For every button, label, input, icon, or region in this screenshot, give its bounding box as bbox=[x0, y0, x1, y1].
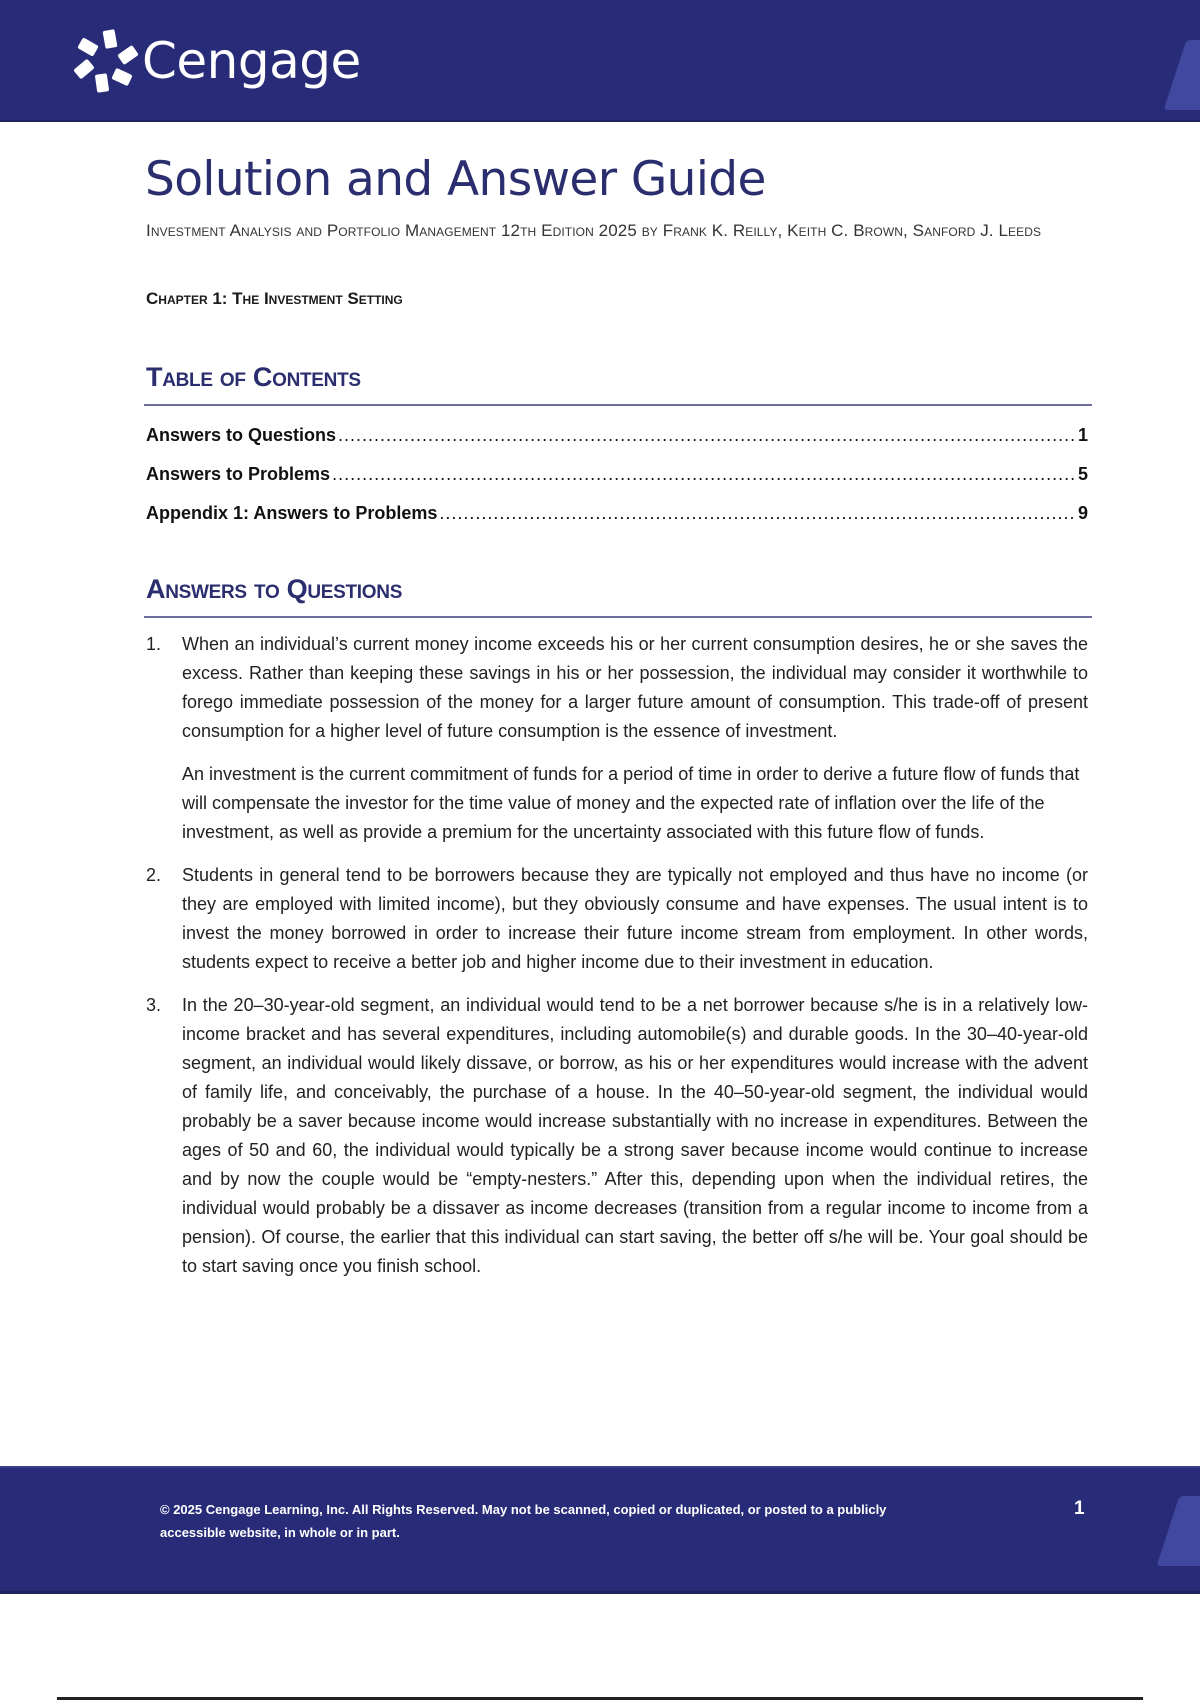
toc-entry[interactable] bbox=[146, 464, 1088, 485]
decorative-shape bbox=[1164, 40, 1200, 110]
toc-entry-page[interactable]: 5 bbox=[1077, 464, 1088, 484]
question-number: 3. bbox=[146, 995, 162, 1015]
page-number: 1 bbox=[1074, 1498, 1085, 1519]
question-number: 1. bbox=[146, 634, 162, 654]
toc-entry-label[interactable]: Answers to Questions bbox=[146, 425, 337, 445]
footer-band bbox=[0, 1466, 1200, 1594]
toc-leader-dots bbox=[338, 425, 1076, 446]
question-item bbox=[146, 991, 1088, 1281]
cengage-logo bbox=[74, 28, 361, 94]
toc-entry-page[interactable]: 9 bbox=[1077, 503, 1088, 523]
question-number: 2. bbox=[146, 865, 162, 885]
toc-entry[interactable] bbox=[146, 425, 1088, 446]
answers-heading: Answers to Questions bbox=[146, 574, 403, 604]
answers-list bbox=[146, 630, 1088, 1295]
header-band bbox=[0, 0, 1200, 122]
answer-paragraph: An investment is the current commitment of funds for a period of time in order to derive a future flow of funds that will compensate the investor for the time value of money and the expected rate of inflation over the life of the investment, as well as provide a premium for the uncertainty associated with this future flow of funds. bbox=[182, 764, 1080, 842]
toc-leader-dots bbox=[332, 464, 1076, 485]
question-item bbox=[146, 861, 1088, 977]
brand-wordmark: Cengage bbox=[142, 32, 361, 90]
book-subtitle: Investment Analysis and Portfolio Management 12th Edition 2025 by Frank K. Reilly, Keith C. Brown, Sanford J. Leeds bbox=[146, 221, 1042, 240]
toc-entry-label[interactable]: Answers to Problems bbox=[146, 464, 331, 484]
answer-paragraph: Students in general tend to be borrowers because they are typically not employed and thus have no income (or they are employed with limited income), but they obviously consume and have expenses. The usual intent is to invest the money borrowed in order to increase their future income stream from employment. In other words, students expect to receive a better job and higher income due to their investment in education. bbox=[182, 865, 1088, 972]
decorative-shape bbox=[1157, 1496, 1200, 1566]
toc-divider bbox=[144, 404, 1092, 406]
toc-leader-dots bbox=[439, 503, 1076, 524]
answer-paragraph: In the 20–30-year-old segment, an individual would tend to be a net borrower because s/he is in a relatively low-income bracket and has several expenditures, including automobile(s) and durable goods. In the 30–40-year-old segment, an individual would likely dissave, or borrow, as his or her expenditures would increase with the advent of family life, and conceivably, the purchase of a house. In the 40–50-year-old segment, the individual would probably be a saver because income would increase substantially with no increase in expenditures. Between the ages of 50 and 60, the individual would typically be a strong saver because income would continue to increase and by now the couple would be “empty-nesters.” After this, depending upon when the individual retires, the individual would probably be a dissaver as income decreases (transition from a regular income to income from a pension). Of course, the earlier that this individual can start saving, the better off s/he will be. Your goal should be to start saving once you finish school. bbox=[182, 995, 1088, 1276]
toc-entry-label[interactable]: Appendix 1: Answers to Problems bbox=[146, 503, 438, 523]
toc-heading: Table of Contents bbox=[146, 362, 361, 392]
toc-entry[interactable] bbox=[146, 503, 1088, 524]
toc-entry-page[interactable]: 1 bbox=[1077, 425, 1088, 445]
copyright-notice: © 2025 Cengage Learning, Inc. All Rights Reserved. May not be scanned, copied or duplicated, or posted to a publicly accessible website, in whole or in part. bbox=[160, 1502, 887, 1540]
question-item bbox=[146, 630, 1088, 847]
answers-divider bbox=[144, 616, 1092, 618]
page-title: Solution and Answer Guide bbox=[145, 152, 766, 207]
answer-paragraph: When an individual’s current money income exceeds his or her current consumption desires, he or she saves the excess. Rather than keeping these savings in his or her possession, the individual may consider it worthwhile to forego immediate possession of the money for a larger future amount of consumption. This trade-off of present consumption for a higher level of future consumption is the essence of investment. bbox=[182, 634, 1088, 741]
chapter-title: Chapter 1: The Investment Setting bbox=[146, 289, 403, 308]
cengage-burst-icon bbox=[74, 28, 140, 94]
